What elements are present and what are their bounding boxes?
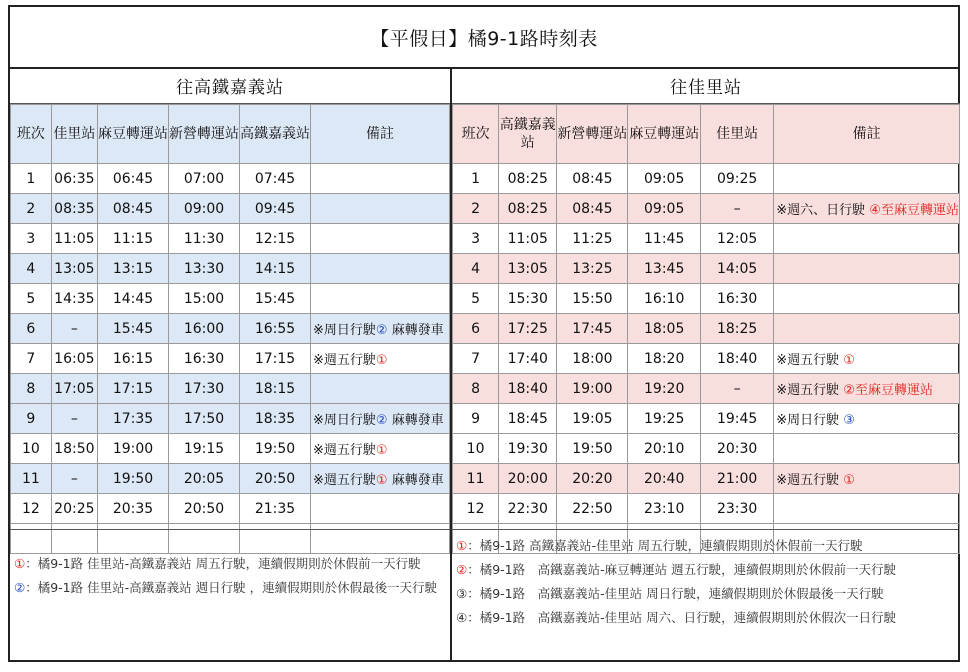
- time-cell: 11:45: [628, 224, 701, 254]
- time-cell: 20:25: [51, 494, 97, 524]
- trip-number-cell: 10: [11, 434, 52, 464]
- legend-line: [456, 558, 958, 582]
- column-header: 備註: [311, 105, 450, 164]
- table-row: [453, 164, 960, 194]
- time-cell: 19:00: [98, 434, 169, 464]
- outbound-legend: [10, 529, 450, 660]
- time-cell: 18:50: [51, 434, 97, 464]
- trip-number-cell: 5: [11, 284, 52, 314]
- legend-text: ：橘9-1路 佳里站-高鐵嘉義站 週日行駛 ，連續假期則於休假最後一天行駛: [25, 580, 438, 595]
- legend-marker: ④: [456, 610, 468, 625]
- time-cell: 06:45: [98, 164, 169, 194]
- time-cell: 21:00: [701, 464, 774, 494]
- note-text: ※週五行駛: [313, 443, 376, 458]
- note-cell: [311, 194, 450, 224]
- time-cell: 18:00: [557, 344, 628, 374]
- legend-text: ：橘9-1路 高鐵嘉義站-佳里站 周六、日行駛，連續假期則於休假次一日行駛: [467, 610, 897, 625]
- trip-number-cell: 4: [453, 254, 499, 284]
- column-header: 班次: [11, 105, 52, 164]
- time-cell: 23:10: [628, 494, 701, 524]
- time-cell: 17:25: [499, 314, 557, 344]
- trip-number-cell: 2: [453, 194, 499, 224]
- time-cell: 11:25: [557, 224, 628, 254]
- note-text: ※週六、日行駛: [776, 203, 870, 218]
- time-cell: 11:15: [98, 224, 169, 254]
- time-cell: 20:10: [628, 434, 701, 464]
- table-row: [11, 164, 450, 194]
- note-cell: [774, 404, 960, 434]
- time-cell: 09:25: [701, 164, 774, 194]
- time-cell: 12:15: [240, 224, 311, 254]
- time-cell: 19:25: [628, 404, 701, 434]
- legend-marker: ②: [14, 580, 26, 595]
- note-marker: ②: [375, 323, 388, 338]
- trip-number-cell: 9: [453, 404, 499, 434]
- note-cell: [774, 344, 960, 374]
- trip-number-cell: 7: [11, 344, 52, 374]
- time-cell: 07:00: [169, 164, 240, 194]
- time-cell: 17:15: [240, 344, 311, 374]
- note-marker: ②: [375, 413, 388, 428]
- time-cell: 06:35: [51, 164, 97, 194]
- note-cell: [774, 374, 960, 404]
- direction-heading: 往高鐵嘉義站: [10, 67, 450, 104]
- note-marker: ①: [375, 353, 388, 368]
- note-cell: [774, 284, 960, 314]
- time-cell: 17:40: [499, 344, 557, 374]
- time-cell: 22:30: [499, 494, 557, 524]
- table-row: [11, 374, 450, 404]
- note-cell: [774, 254, 960, 284]
- table-row: [453, 434, 960, 464]
- note-cell: [774, 194, 960, 224]
- note-marker: ②: [843, 383, 855, 398]
- legend-line: [14, 576, 450, 600]
- trip-number-cell: 12: [11, 494, 52, 524]
- time-cell: 08:45: [557, 164, 628, 194]
- note-cell: [311, 164, 450, 194]
- time-cell: 16:15: [98, 344, 169, 374]
- time-cell: 21:35: [240, 494, 311, 524]
- legend-text: ：橘9-1路 高鐵嘉義站-麻豆轉運站 週五行駛，連續假期則於休假前一天行駛: [467, 562, 897, 577]
- time-cell: 17:15: [98, 374, 169, 404]
- table-row: [11, 314, 450, 344]
- time-cell: 09:45: [240, 194, 311, 224]
- note-suffix: 麻轉發車: [387, 413, 444, 428]
- time-cell: 14:45: [98, 284, 169, 314]
- time-cell: 15:50: [557, 284, 628, 314]
- time-cell: 13:05: [51, 254, 97, 284]
- time-cell: 22:50: [557, 494, 628, 524]
- inbound-timetable: [452, 104, 960, 554]
- time-cell: 16:55: [240, 314, 311, 344]
- note-marker: ①: [375, 443, 388, 458]
- trip-number-cell: 1: [11, 164, 52, 194]
- time-cell: –: [51, 464, 97, 494]
- page-title: 【平假日】橘9-1路時刻表: [10, 7, 958, 69]
- outbound-section: [10, 67, 450, 554]
- time-cell: 13:45: [628, 254, 701, 284]
- table-row: [453, 344, 960, 374]
- time-cell: 14:35: [51, 284, 97, 314]
- time-cell: 17:45: [557, 314, 628, 344]
- legend-line: [456, 582, 958, 606]
- time-cell: 20:35: [98, 494, 169, 524]
- table-row: [453, 224, 960, 254]
- time-cell: 13:15: [98, 254, 169, 284]
- table-row: [11, 254, 450, 284]
- trip-number-cell: 10: [453, 434, 499, 464]
- note-cell: [311, 464, 450, 494]
- time-cell: 16:30: [169, 344, 240, 374]
- table-row: [11, 494, 450, 524]
- note-text: ※週五行駛: [776, 353, 844, 368]
- note-cell: [311, 284, 450, 314]
- time-cell: 11:05: [499, 224, 557, 254]
- table-row: [11, 284, 450, 314]
- note-text: ※周日行駛: [313, 413, 376, 428]
- column-header: 班次: [453, 105, 499, 164]
- time-cell: 18:05: [628, 314, 701, 344]
- note-suffix: 麻轉發車: [387, 473, 444, 488]
- note-cell: [311, 224, 450, 254]
- column-header: 高鐵嘉義站: [240, 105, 311, 164]
- time-cell: 19:15: [169, 434, 240, 464]
- column-header: 佳里站: [51, 105, 97, 164]
- trip-number-cell: 3: [453, 224, 499, 254]
- note-cell: [311, 434, 450, 464]
- time-cell: 20:20: [557, 464, 628, 494]
- time-cell: 18:45: [499, 404, 557, 434]
- table-row: [453, 404, 960, 434]
- inbound-legend: [450, 529, 958, 660]
- note-cell: [774, 314, 960, 344]
- trip-number-cell: 3: [11, 224, 52, 254]
- trip-number-cell: 2: [11, 194, 52, 224]
- column-header: 麻豆轉運站: [628, 105, 701, 164]
- time-cell: –: [51, 314, 97, 344]
- note-text: ※週五行駛: [776, 383, 844, 398]
- legend-marker: ①: [14, 556, 26, 571]
- trip-number-cell: 1: [453, 164, 499, 194]
- column-header: 新營轉運站: [169, 105, 240, 164]
- time-cell: 17:50: [169, 404, 240, 434]
- table-row: [453, 314, 960, 344]
- time-cell: 16:05: [51, 344, 97, 374]
- column-header: 麻豆轉運站: [98, 105, 169, 164]
- note-suffix: 至麻豆轉運站: [880, 203, 959, 218]
- time-cell: 08:35: [51, 194, 97, 224]
- note-text: ※週五行駛: [776, 473, 844, 488]
- time-cell: 15:30: [499, 284, 557, 314]
- table-row: [453, 254, 960, 284]
- trip-number-cell: 11: [11, 464, 52, 494]
- time-cell: 15:45: [98, 314, 169, 344]
- time-cell: 17:35: [98, 404, 169, 434]
- column-header: 佳里站: [701, 105, 774, 164]
- time-cell: 19:50: [240, 434, 311, 464]
- note-cell: [311, 314, 450, 344]
- note-marker: ①: [375, 473, 388, 488]
- column-header: 備註: [774, 105, 960, 164]
- legend-marker: ②: [456, 562, 468, 577]
- time-cell: 15:00: [169, 284, 240, 314]
- time-cell: –: [51, 404, 97, 434]
- time-cell: 13:25: [557, 254, 628, 284]
- time-cell: 14:05: [701, 254, 774, 284]
- table-row: [453, 194, 960, 224]
- time-cell: 19:45: [701, 404, 774, 434]
- trip-number-cell: 12: [453, 494, 499, 524]
- note-marker: ①: [843, 473, 855, 488]
- time-cell: 18:40: [701, 344, 774, 374]
- time-cell: 08:25: [499, 164, 557, 194]
- inbound-section: [450, 67, 960, 554]
- column-header: 新營轉運站: [557, 105, 628, 164]
- trip-number-cell: 8: [11, 374, 52, 404]
- note-cell: [311, 374, 450, 404]
- direction-heading: 往佳里站: [452, 67, 960, 104]
- legend-line: [456, 606, 958, 630]
- note-suffix: 麻轉發車: [387, 323, 444, 338]
- timetable-sheet: [8, 5, 960, 662]
- time-cell: 09:05: [628, 194, 701, 224]
- time-cell: 23:30: [701, 494, 774, 524]
- table-row: [453, 374, 960, 404]
- time-cell: 08:25: [499, 194, 557, 224]
- legend-line: [14, 552, 450, 576]
- table-row: [11, 344, 450, 374]
- time-cell: 15:45: [240, 284, 311, 314]
- table-row: [11, 224, 450, 254]
- note-text: ※週五行駛: [313, 353, 376, 368]
- time-cell: 19:20: [628, 374, 701, 404]
- time-cell: 09:05: [628, 164, 701, 194]
- time-cell: 11:30: [169, 224, 240, 254]
- table-row: [11, 404, 450, 434]
- header-row: [453, 105, 960, 164]
- time-cell: 17:30: [169, 374, 240, 404]
- header-row: [11, 105, 450, 164]
- trip-number-cell: 7: [453, 344, 499, 374]
- trip-number-cell: 5: [453, 284, 499, 314]
- table-row: [453, 464, 960, 494]
- legend-marker: ③: [456, 586, 468, 601]
- table-row: [11, 464, 450, 494]
- time-cell: 16:10: [628, 284, 701, 314]
- outbound-timetable: [10, 104, 450, 554]
- legend-text: ：橘9-1路 佳里站-高鐵嘉義站 周五行駛，連續假期則於休假前一天行駛: [25, 556, 421, 571]
- time-cell: 16:00: [169, 314, 240, 344]
- trip-number-cell: 6: [11, 314, 52, 344]
- table-row: [11, 434, 450, 464]
- time-cell: 18:40: [499, 374, 557, 404]
- note-suffix: 至麻豆轉運站: [854, 383, 933, 398]
- time-cell: 07:45: [240, 164, 311, 194]
- time-cell: 11:05: [51, 224, 97, 254]
- time-cell: 20:40: [628, 464, 701, 494]
- note-text: ※周日行駛: [776, 413, 844, 428]
- legend-line: [456, 534, 958, 558]
- time-cell: 14:15: [240, 254, 311, 284]
- note-cell: [774, 164, 960, 194]
- time-cell: 20:00: [499, 464, 557, 494]
- time-cell: 19:05: [557, 404, 628, 434]
- time-cell: 20:50: [240, 464, 311, 494]
- trip-number-cell: 6: [453, 314, 499, 344]
- trip-number-cell: 4: [11, 254, 52, 284]
- note-cell: [774, 434, 960, 464]
- column-header: 高鐵嘉義站: [499, 105, 557, 164]
- time-cell: 18:15: [240, 374, 311, 404]
- table-row: [11, 194, 450, 224]
- trip-number-cell: 11: [453, 464, 499, 494]
- time-cell: 20:30: [701, 434, 774, 464]
- note-marker: ④: [869, 203, 881, 218]
- time-cell: 16:30: [701, 284, 774, 314]
- time-cell: 08:45: [557, 194, 628, 224]
- time-cell: 12:05: [701, 224, 774, 254]
- legend-text: ：橘9-1路 高鐵嘉義站-佳里站 周日行駛，連續假期則於休假最後一天行駛: [467, 586, 884, 601]
- time-cell: 19:30: [499, 434, 557, 464]
- note-cell: [311, 254, 450, 284]
- time-cell: 19:50: [98, 464, 169, 494]
- time-cell: 13:05: [499, 254, 557, 284]
- note-cell: [311, 344, 450, 374]
- time-cell: 19:50: [557, 434, 628, 464]
- note-cell: [774, 494, 960, 524]
- trip-number-cell: 9: [11, 404, 52, 434]
- time-cell: –: [701, 374, 774, 404]
- note-text: ※周日行駛: [313, 323, 376, 338]
- time-cell: 20:05: [169, 464, 240, 494]
- time-cell: 08:45: [98, 194, 169, 224]
- time-cell: 19:00: [557, 374, 628, 404]
- time-cell: 09:00: [169, 194, 240, 224]
- time-cell: 18:35: [240, 404, 311, 434]
- trip-number-cell: 8: [453, 374, 499, 404]
- time-cell: 18:20: [628, 344, 701, 374]
- note-cell: [774, 464, 960, 494]
- time-cell: 20:50: [169, 494, 240, 524]
- time-cell: 18:25: [701, 314, 774, 344]
- legend-marker: ①: [456, 538, 468, 553]
- note-cell: [774, 224, 960, 254]
- note-text: ※週五行駛: [313, 473, 376, 488]
- time-cell: –: [701, 194, 774, 224]
- note-marker: ①: [843, 353, 855, 368]
- time-cell: 13:30: [169, 254, 240, 284]
- note-marker: ③: [843, 413, 855, 428]
- note-cell: [311, 404, 450, 434]
- time-cell: 17:05: [51, 374, 97, 404]
- table-row: [453, 494, 960, 524]
- table-row: [453, 284, 960, 314]
- note-cell: [311, 494, 450, 524]
- legend-text: ：橘9-1路 高鐵嘉義站-佳里站 周五行駛，連續假期則於休假前一天行駛: [467, 538, 863, 553]
